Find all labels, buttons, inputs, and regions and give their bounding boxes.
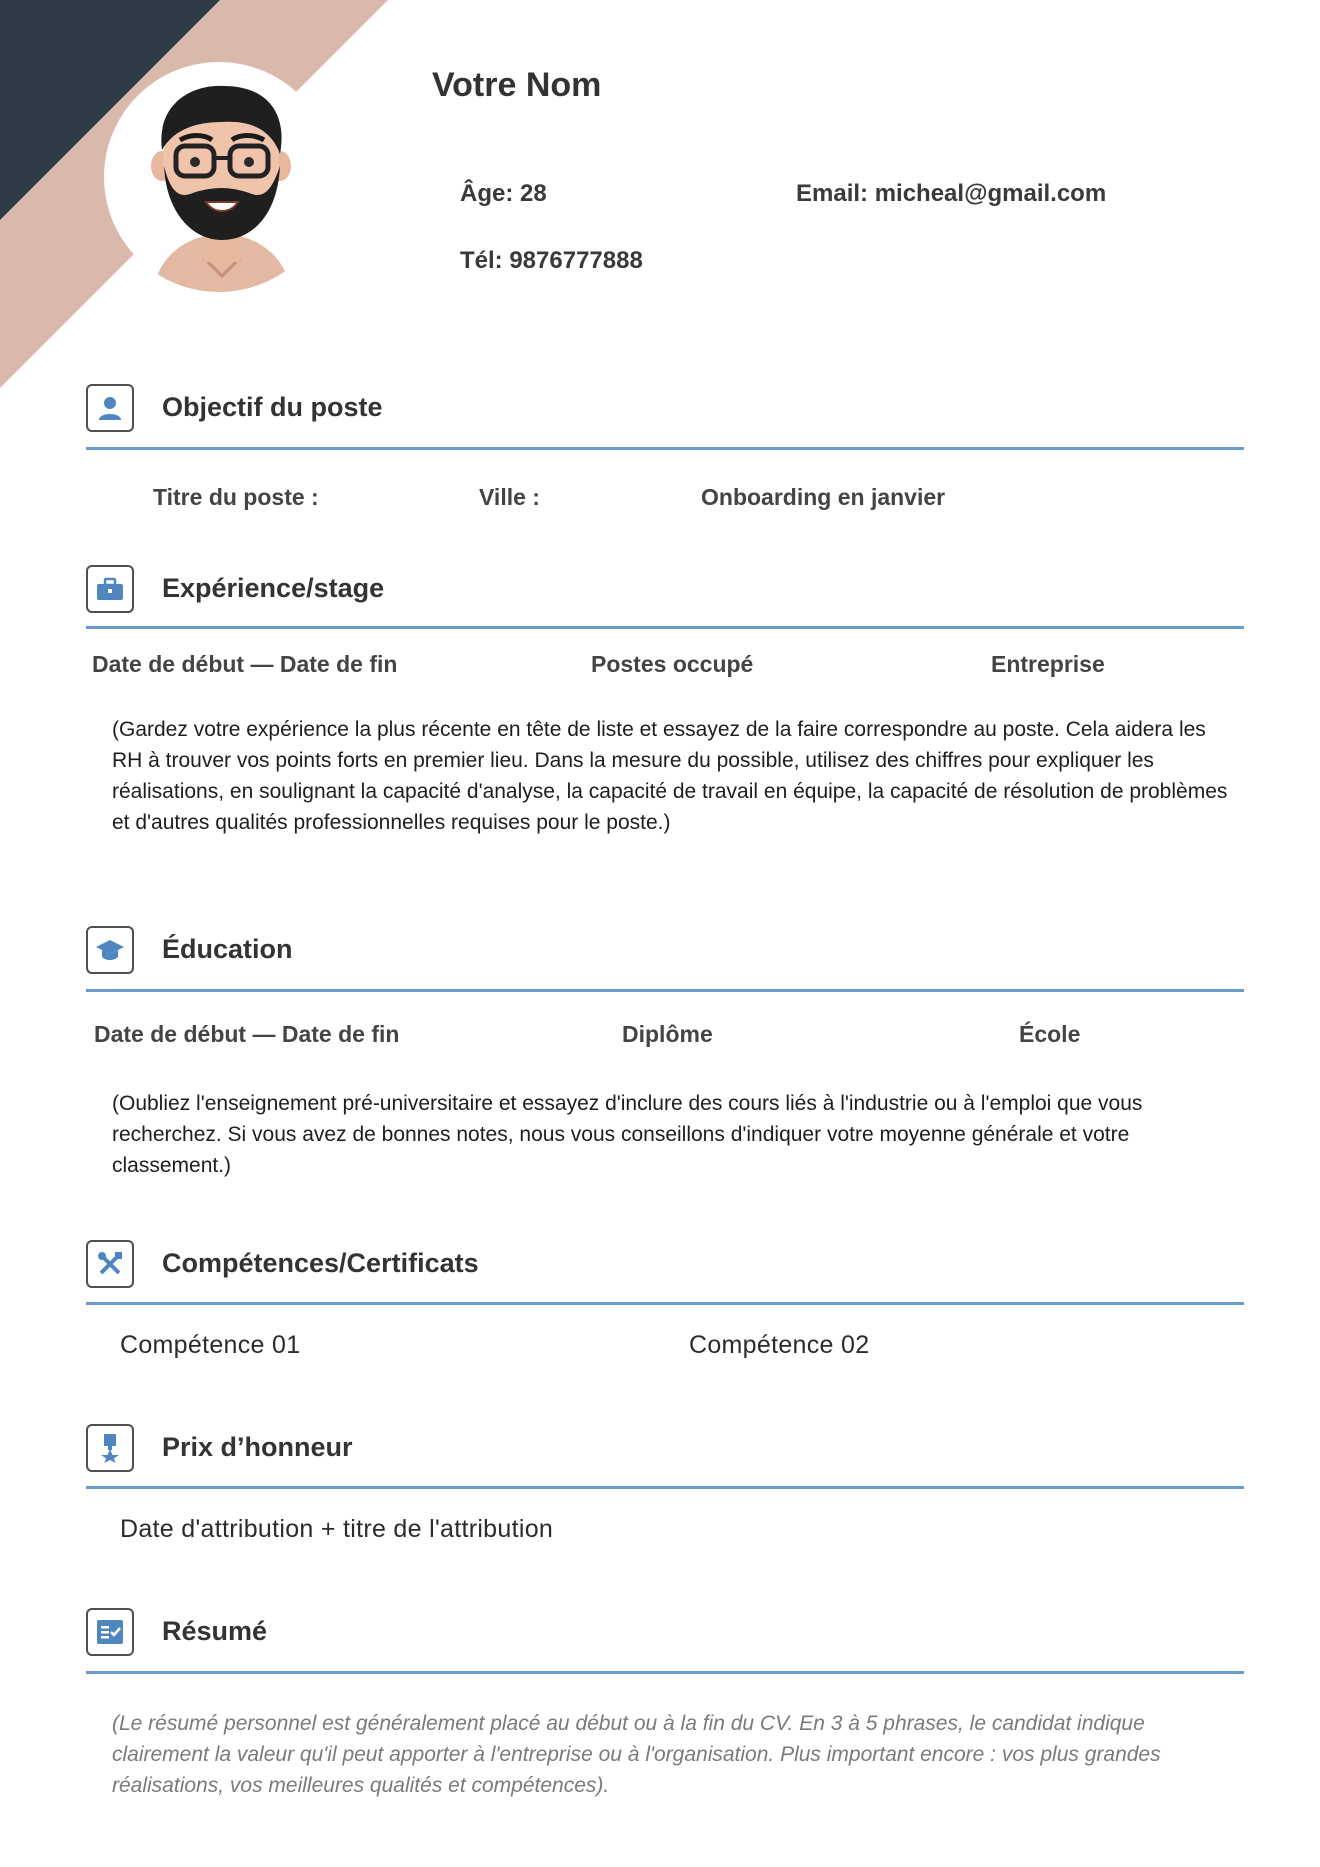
section-title-education: Éducation bbox=[162, 934, 293, 964]
skill-item: Compétence 01 bbox=[120, 1331, 301, 1359]
graduation-cap-icon bbox=[86, 926, 134, 974]
city-field: Ville : bbox=[479, 484, 540, 510]
experience-position-header: Postes occupé bbox=[591, 651, 754, 677]
age-field: Âge: 28 bbox=[460, 180, 547, 207]
briefcase-icon bbox=[86, 565, 134, 613]
resume-description: (Le résumé personnel est généralement placé au début ou à la fin du CV. En 3 à 5 phrases, le candidat indique clairement la valeur qu'il peut apporter à l'entreprise ou à l'organisation. Plus important encore : vos plus grandes réalisations, vos meilleures qualités et compétences). bbox=[112, 1712, 1161, 1797]
education-diploma-header: Diplôme bbox=[622, 1021, 713, 1047]
section-divider bbox=[86, 447, 1244, 450]
education-school-header: École bbox=[1019, 1021, 1081, 1047]
section-title-resume: Résumé bbox=[162, 1616, 268, 1646]
section-title-prix: Prix d’honneur bbox=[162, 1432, 353, 1462]
experience-dates-header: Date de début — Date de fin bbox=[92, 651, 398, 677]
avatar bbox=[104, 62, 334, 292]
section-divider bbox=[86, 989, 1244, 992]
skill-item: Compétence 02 bbox=[689, 1331, 870, 1359]
tools-icon bbox=[86, 1240, 134, 1288]
user-icon bbox=[86, 384, 134, 432]
job-title-field: Titre du poste : bbox=[153, 484, 319, 510]
medal-icon bbox=[86, 1424, 134, 1472]
avatar-illustration bbox=[104, 62, 334, 292]
onboarding-field: Onboarding en janvier bbox=[701, 484, 946, 510]
section-title-objectif: Objectif du poste bbox=[162, 392, 383, 422]
section-title-competences: Compétences/Certificats bbox=[162, 1248, 479, 1278]
experience-description: (Gardez votre expérience la plus récente en tête de liste et essayez de la faire correspondre au poste. Cela aidera les RH à trouver vos points forts en premier lieu. Dans la mesure du possible, utilisez des chiffres pour expliquer les réalisations, en soulignant la capacité d'analyse, la capacité de travail en équipe, la capacité de résolution de problèmes et d'autres qualités professionnelles requises pour le poste.) bbox=[112, 718, 1228, 834]
checklist-icon bbox=[86, 1608, 134, 1656]
email-field: Email: micheal@gmail.com bbox=[796, 180, 1107, 207]
candidate-name: Votre Nom bbox=[432, 66, 602, 104]
phone-field: Tél: 9876777888 bbox=[460, 247, 643, 274]
section-divider bbox=[86, 1671, 1244, 1674]
education-dates-header: Date de début — Date de fin bbox=[94, 1021, 400, 1047]
section-divider bbox=[86, 1302, 1244, 1305]
education-description: (Oubliez l'enseignement pré-universitaire et essayez d'inclure des cours liés à l'industrie ou à l'emploi que vous recherchez. Si vous avez de bonnes notes, nous vous conseillons d'indiquer votre moyenne générale et votre classement.) bbox=[112, 1092, 1143, 1177]
experience-company-header: Entreprise bbox=[991, 651, 1105, 677]
section-divider bbox=[86, 1486, 1244, 1489]
section-title-experience: Expérience/stage bbox=[162, 573, 385, 603]
section-divider bbox=[86, 626, 1244, 629]
award-item: Date d'attribution + titre de l'attribution bbox=[120, 1515, 554, 1543]
